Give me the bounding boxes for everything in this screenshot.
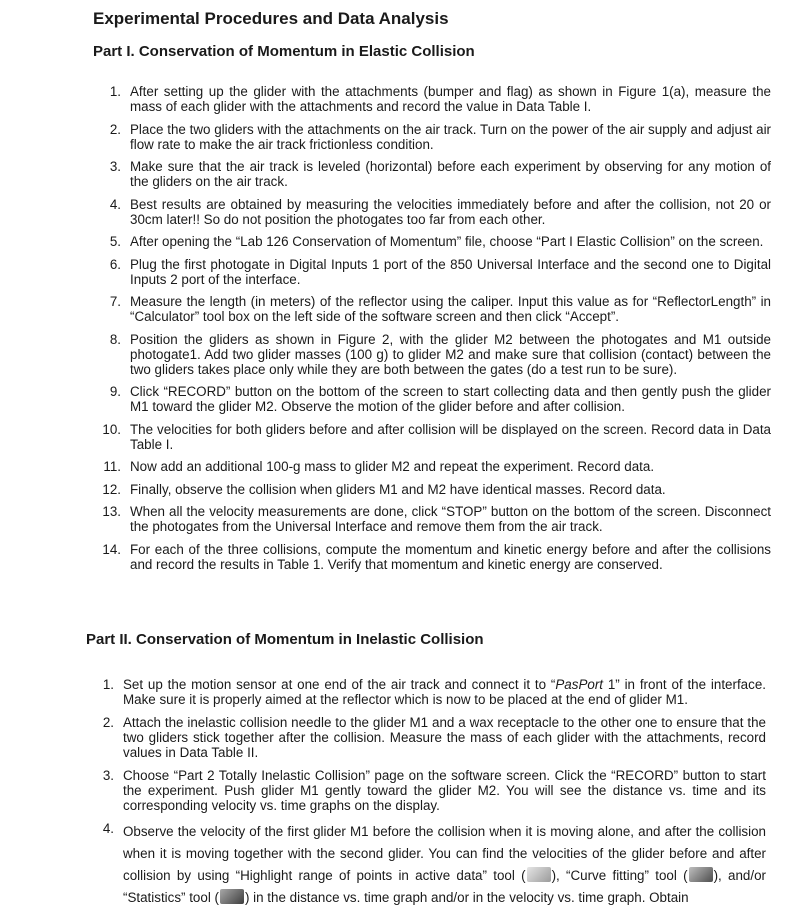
part1-heading: Part I. Conservation of Momentum in Elastic Collision: [93, 43, 475, 60]
step-text: After setting up the glider with the attachments (bumper and flag) as shown in Figure 1(a), measure the mass of each glider with the attachments and record the value in Data Table I.: [130, 84, 771, 114]
step-number: 7.: [109, 294, 121, 309]
part2-step: [88, 821, 766, 909]
part1-step: [95, 542, 771, 572]
part1-step: [95, 197, 771, 227]
step-text-segment: 1” in front of the interface. Make sure it is properly aimed at the reflector which is now to be placed at the end of glider M1.: [123, 677, 766, 707]
step-text: Finally, observe the collision when gliders M1 and M2 have identical masses. Record data.: [130, 481, 666, 497]
step-text: The velocities for both gliders before and after collision will be displayed on the screen. Record data in Data Table I.: [130, 421, 771, 452]
highlight-range-icon: [527, 867, 551, 882]
part2-steps: [88, 677, 766, 917]
part1-step: [95, 122, 771, 152]
step-text: Choose “Part 2 Totally Inelastic Collision” page on the software screen. Click the “RECORD” button to start the experiment. Push glider M1 gently toward the glider M2. You will see the distance vs. time and its corresponding velocity vs. time graphs on the display.: [123, 768, 766, 813]
step-text: [123, 821, 766, 909]
part1-step: [95, 84, 771, 114]
step-text: When all the velocity measurements are done, click “STOP” button on the bottom of the screen. Disconnect the photogates from the Universal Interface and remove them from the air track.: [130, 504, 771, 534]
step-number: 4.: [102, 821, 114, 836]
step-number: 10.: [102, 421, 121, 437]
step-text: Attach the inelastic collision needle to the glider M1 and a wax receptacle to the other one to ensure that the two gliders stick together after the collision. Measure the mass of each glider with the attachments, record values in Data Table II.: [123, 715, 766, 760]
step-number: 2.: [102, 715, 114, 730]
part2-step: [88, 768, 766, 813]
step-number: 6.: [109, 256, 121, 272]
part1-step: [95, 504, 771, 534]
step-text: Place the two gliders with the attachments on the air track. Turn on the power of the air supply and adjust air flow rate to make the air track frictionless condition.: [130, 121, 771, 152]
step-text-segment: ), “Curve fitting” tool (: [551, 868, 688, 883]
step-text-segment: Set up the motion sensor at one end of the air track and connect it to “: [123, 677, 556, 692]
part1-step: [95, 459, 771, 474]
step-number: 1.: [102, 677, 114, 692]
step-text-segment: Observe the velocity of the first glider M1 before the collision when it is moving alone, and after the collision when it is moving together with the second glider. You can find the velocities of the glider before and after collision by using “Highlight range of points in active data” tool (: [123, 824, 766, 883]
part2-step: [88, 715, 766, 760]
step-text: Plug the first photogate in Digital Inputs 1 port of the 850 Universal Interface and the second one to Digital Inputs 2 port of the interface.: [130, 256, 771, 287]
step-number: 11.: [103, 459, 121, 474]
curve-fit-icon: [689, 867, 713, 882]
pasport-term: PasPort: [555, 677, 604, 692]
step-text: Best results are obtained by measuring the velocities immediately before and after the collision, not 20 or 30cm later!! So do not position the photogates too far from each other.: [130, 196, 771, 227]
step-number: 2.: [109, 121, 121, 137]
part1-step: [95, 384, 771, 414]
step-number: 9.: [109, 384, 121, 399]
part1-step: [95, 159, 771, 189]
step-number: 3.: [102, 768, 114, 783]
step-number: 5.: [109, 234, 121, 249]
step-text: For each of the three collisions, compute the momentum and kinetic energy before and after the collisions and record the results in Table 1. Verify that momentum and kinetic energy are conserved.: [130, 541, 771, 572]
step-text: Position the gliders as shown in Figure 2, with the glider M2 between the photogates and M1 outside photogate1. Add two glider masses (100 g) to glider M2 and make sure that collision (contact) between the two gliders takes place only while they are both between the gates (do a test run to be sure).: [130, 331, 771, 377]
step-text: Now add an additional 100-g mass to glider M2 and repeat the experiment. Record data.: [130, 459, 655, 474]
page-title: Experimental Procedures and Data Analysis: [93, 9, 449, 28]
step-number: 13.: [102, 504, 121, 519]
part1-step: [95, 482, 771, 497]
part2-heading: Part II. Conservation of Momentum in Inelastic Collision: [86, 631, 484, 648]
step-number: 4.: [109, 196, 121, 212]
part1-step: [95, 422, 771, 452]
statistics-icon: [220, 889, 244, 904]
part2-step: [88, 677, 766, 707]
step-number: 12.: [102, 481, 121, 497]
part1-steps: [95, 84, 771, 579]
part1-step: [95, 294, 771, 324]
step-number: 8.: [109, 331, 121, 347]
step-text: After opening the “Lab 126 Conservation of Momentum” file, choose “Part I Elastic Collision” on the screen.: [130, 234, 764, 249]
step-text: [123, 677, 766, 707]
step-number: 1.: [109, 84, 121, 99]
part1-step: [95, 257, 771, 287]
step-text: Measure the length (in meters) of the reflector using the caliper. Input this value as for “ReflectorLength” in “Calculator” tool box on the left side of the software screen and then click “Accept”.: [130, 294, 771, 324]
step-number: 3.: [109, 159, 121, 174]
step-number: 14.: [102, 541, 121, 557]
step-text-segment: ), and/or “Statistics” tool (: [123, 868, 766, 905]
step-text: Make sure that the air track is leveled (horizontal) before each experiment by observing for any motion of the gliders on the air track.: [130, 159, 771, 189]
step-text: Click “RECORD” button on the bottom of the screen to start collecting data and then gently push the glider M1 toward the glider M2. Observe the motion of the glider before and after collision.: [130, 384, 771, 414]
step-text-segment: ) in the distance vs. time graph and/or in the velocity vs. time graph. Obtain: [244, 890, 689, 905]
part1-step: [95, 234, 771, 249]
part1-step: [95, 332, 771, 377]
